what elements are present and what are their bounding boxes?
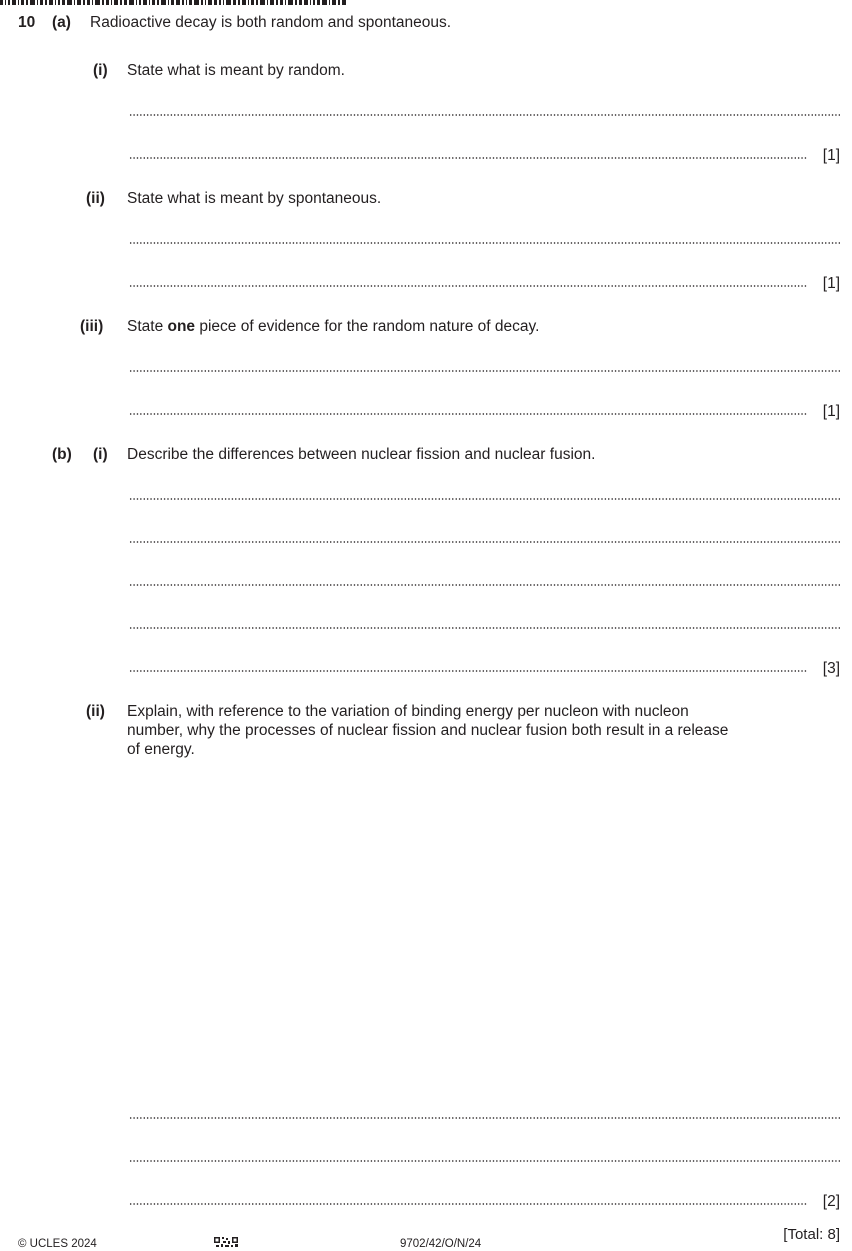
part-a-i-text: State what is meant by random. [127, 62, 345, 79]
barcode-strip [0, 0, 346, 5]
marks-a-i: [1] [822, 147, 840, 164]
part-a-iii-text: State one piece of evidence for the random nature of decay. [127, 318, 540, 335]
answer-line[interactable] [129, 1160, 840, 1162]
part-a-stem: Radioactive decay is both random and spontaneous. [90, 14, 452, 31]
answer-line[interactable] [129, 114, 840, 116]
copyright: © UCLES 2024 [18, 1238, 97, 1250]
part-a-iii-label: (iii) [80, 318, 104, 335]
part-a-label: (a) [52, 14, 71, 31]
part-a-ii-label: (ii) [86, 190, 105, 207]
part-b-i-text: Describe the differences between nuclear fission and nuclear fusion. [127, 446, 596, 463]
answer-line[interactable] [129, 1117, 840, 1119]
paper-code: 9702/42/O/N/24 [400, 1238, 482, 1250]
part-b-ii-line-2: number, why the processes of nuclear fission and nuclear fusion both result in a release [127, 722, 729, 739]
answer-line[interactable] [129, 627, 840, 629]
answer-line[interactable] [129, 541, 840, 543]
answer-line[interactable] [129, 413, 808, 415]
marks-a-ii: [1] [822, 275, 840, 292]
part-b-i-label: (i) [93, 446, 108, 463]
part-b-label: (b) [52, 446, 72, 463]
part-b-ii-label: (ii) [86, 703, 105, 720]
marks-b-ii: [2] [822, 1193, 840, 1210]
part-b-ii-line-1: Explain, with reference to the variation of binding energy per nucleon with nucleon [127, 703, 689, 720]
answer-line[interactable] [129, 285, 808, 287]
part-a-i-label: (i) [93, 62, 108, 79]
marks-a-iii: [1] [822, 403, 840, 420]
answer-line[interactable] [129, 584, 840, 586]
answer-line[interactable] [129, 1203, 808, 1205]
part-b-ii-line-3: of energy. [127, 741, 195, 758]
part-a-ii-text: State what is meant by spontaneous. [127, 190, 382, 207]
answer-line[interactable] [129, 670, 808, 672]
marks-b-i: [3] [822, 660, 840, 677]
answer-line[interactable] [129, 242, 840, 244]
total-marks: [Total: 8] [783, 1226, 840, 1243]
qr-code-icon [214, 1237, 238, 1247]
answer-line[interactable] [129, 157, 808, 159]
question-number: 10 [18, 14, 36, 31]
answer-line[interactable] [129, 498, 840, 500]
emphasis-one: one [167, 318, 196, 335]
answer-line[interactable] [129, 370, 840, 372]
